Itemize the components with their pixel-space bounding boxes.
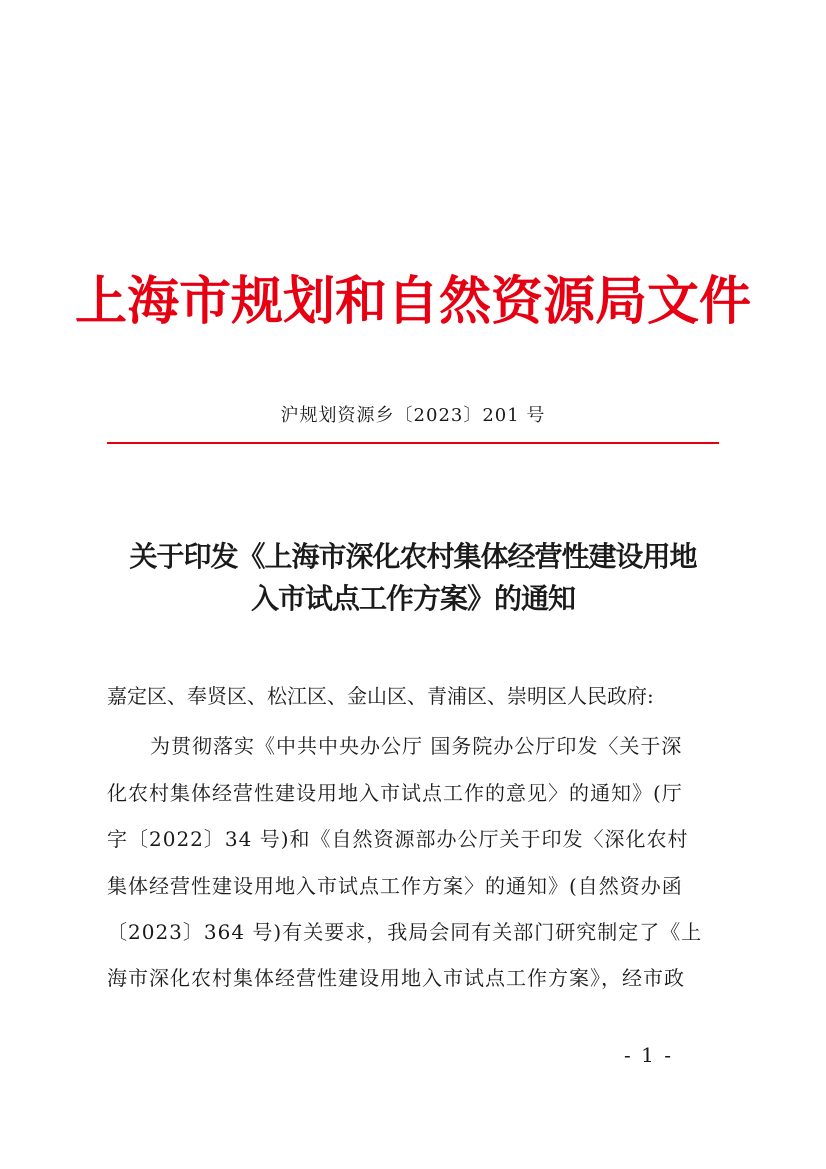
- body-line: 字〔2022〕34 号)和《自然资源部办公厅关于印发〈深化农村: [107, 827, 689, 851]
- body-line: 化农村集体经营性建设用地入市试点工作的意见〉的通知》(厅: [107, 781, 683, 805]
- body-line: 海市深化农村集体经营性建设用地入市试点工作方案》，经市政: [107, 966, 685, 990]
- page-number: - 1 -: [624, 1043, 673, 1067]
- body-line: 为贯彻落实《中共中央办公厅 国务院办公厅印发〈关于深: [150, 734, 683, 758]
- body-line: 〔2023〕364 号)有关要求，我局会同有关部门研究制定了《上: [107, 920, 703, 944]
- issuing-authority-header: 上海市规划和自然资源局文件: [74, 271, 751, 332]
- body-line: 集体经营性建设用地入市试点工作方案〉的通知》(自然资办函: [107, 874, 683, 898]
- document-number: 沪规划资源乡〔2023〕201 号: [280, 405, 546, 426]
- salutation: 嘉定区、奉贤区、松江区、金山区、青浦区、崇明区人民政府:: [107, 684, 654, 708]
- red-divider-line: [107, 442, 719, 444]
- title-line-1: 关于印发《上海市深化农村集体经营性建设用地: [129, 540, 697, 573]
- document-title: [100, 536, 726, 620]
- title-line-2: 入市试点工作方案》的通知: [250, 582, 575, 615]
